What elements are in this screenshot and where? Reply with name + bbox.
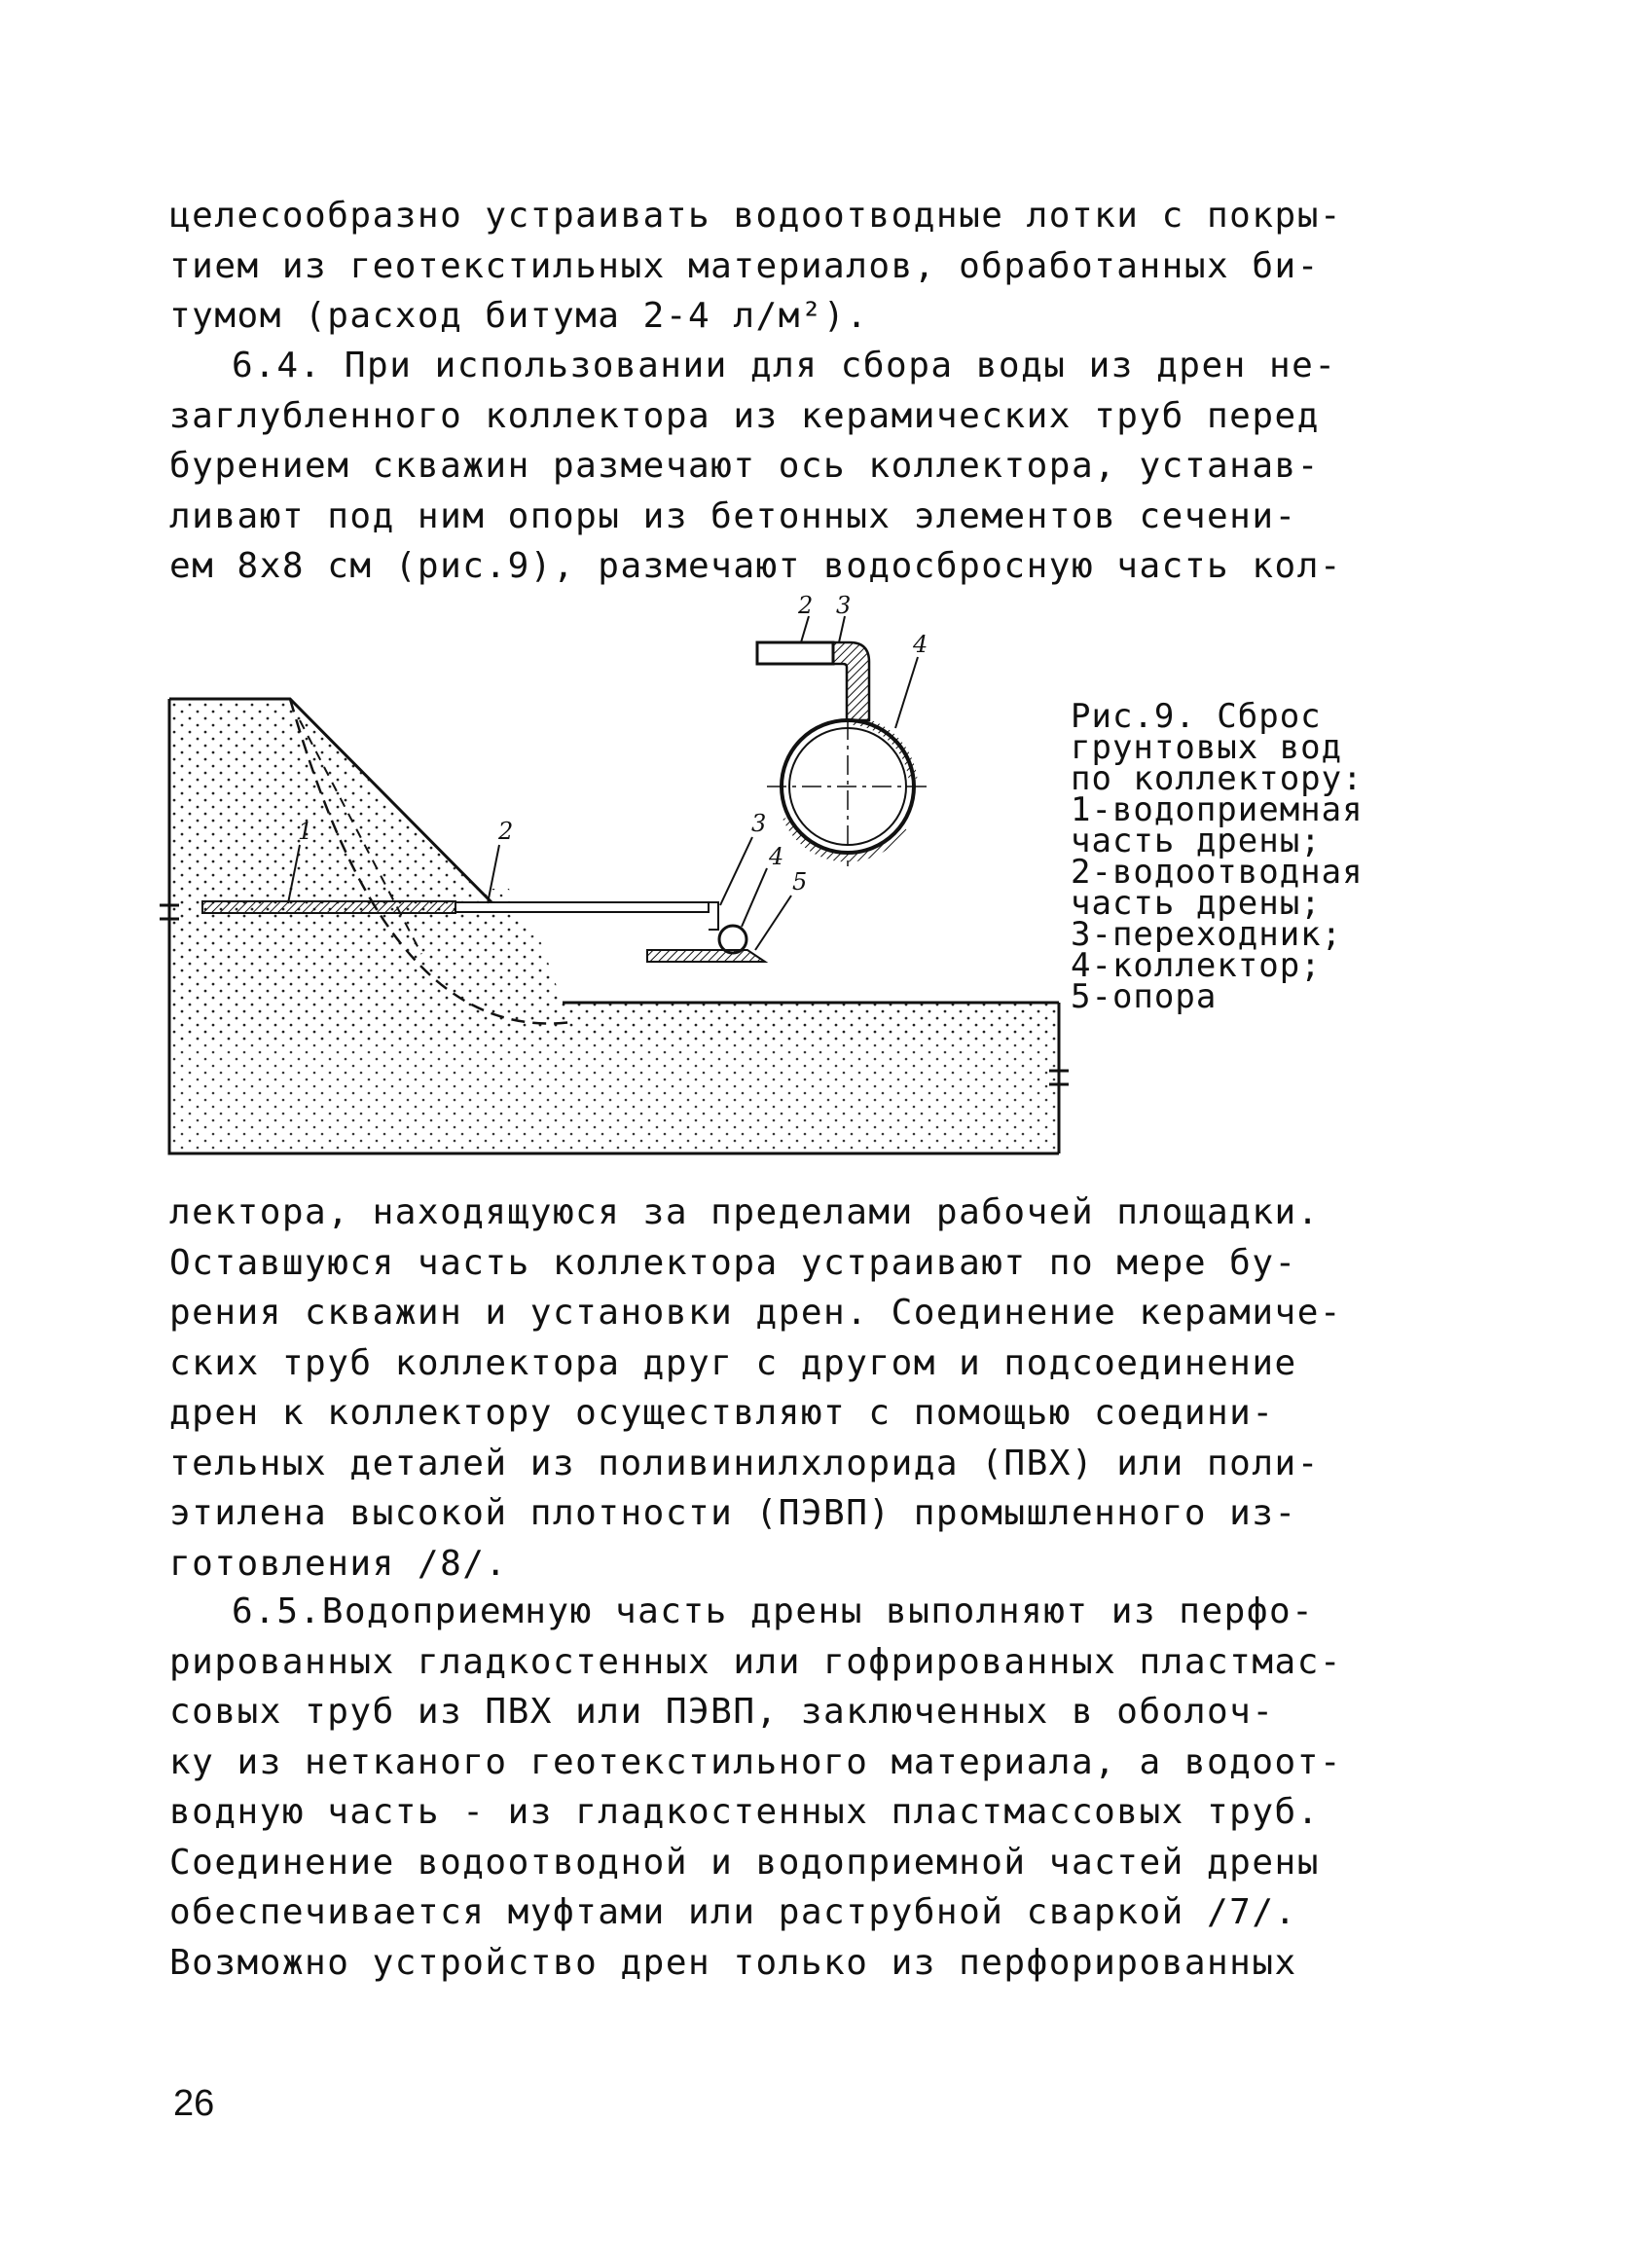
text-line: дрен к коллектору осуществляют с помощью соедини- bbox=[169, 1393, 1275, 1433]
caption-line: часть дрены; bbox=[1071, 822, 1322, 860]
soil-section bbox=[169, 699, 1059, 1153]
text-line: тием из геотекстильных материалов, обработанных би- bbox=[169, 245, 1320, 286]
paragraph-6-5 bbox=[169, 1587, 1454, 1988]
text-line: ских труб коллектора друг с другом и подсоединение bbox=[169, 1342, 1297, 1383]
label-2-main: 2 bbox=[498, 818, 514, 845]
caption-line: 2-водоотводная bbox=[1071, 853, 1364, 892]
text-line: готовления /8/. bbox=[169, 1543, 508, 1584]
text-line: рения скважин и установки дрен. Соединение керамиче- bbox=[169, 1293, 1343, 1333]
caption-line: 4-коллектор; bbox=[1071, 946, 1322, 985]
text-line: водную часть - из гладкостенных пластмассовых труб. bbox=[169, 1792, 1320, 1832]
text-line: тельных деталей из поливинилхлорида (ПВХ) или поли- bbox=[169, 1443, 1320, 1483]
label-4-main: 4 bbox=[769, 843, 784, 870]
text-line: 6.4. При использовании для сбора воды из дрен не- bbox=[232, 346, 1337, 385]
label-1-main: 1 bbox=[298, 818, 313, 845]
caption-line: часть дрены; bbox=[1071, 884, 1322, 923]
text-line: ку из нетканого геотекстильного материала, а водоот- bbox=[169, 1741, 1343, 1782]
text-line: ем 8х8 см (рис.9), размечают водосбросную часть кол- bbox=[169, 546, 1343, 586]
support-block bbox=[647, 950, 765, 962]
paragraph-top bbox=[169, 191, 1454, 342]
text-line: рированных гладкостенных или гофрированных пластмас- bbox=[169, 1641, 1343, 1682]
caption-line: 1-водоприемная bbox=[1071, 790, 1364, 829]
figure-caption bbox=[1071, 697, 1460, 1016]
label-5-main: 5 bbox=[792, 868, 808, 896]
text-line: совых труб из ПВХ или ПЭВП, заключенных в оболоч- bbox=[169, 1692, 1275, 1732]
text-line: этилена высокой плотности (ПЭВП) промышленного из- bbox=[169, 1493, 1297, 1533]
paragraph-continuation bbox=[169, 1188, 1454, 1589]
figure-9-drawing bbox=[164, 592, 1059, 1158]
text-line: лектора, находящуюся за пределами рабочей площадки. bbox=[169, 1192, 1320, 1232]
page-number: 26 bbox=[173, 2083, 215, 2124]
label-4-top: 4 bbox=[913, 631, 928, 658]
paragraph-6-4 bbox=[169, 341, 1454, 592]
text-line: Возможно устройство дрен только из перфорированных bbox=[169, 1942, 1297, 1983]
text-line: бурением скважин размечают ось коллектора, устанав- bbox=[169, 446, 1320, 486]
text-line: 6.5.Водоприемную часть дрены выполняют из перфо- bbox=[232, 1591, 1315, 1631]
caption-line: Рис.9. Сброс bbox=[1071, 697, 1322, 736]
caption-line: грунтовых вод bbox=[1071, 728, 1343, 767]
caption-line: 5-опора bbox=[1071, 977, 1218, 1016]
label-3-top: 3 bbox=[836, 592, 852, 619]
label-3-main: 3 bbox=[751, 810, 767, 837]
collector-circle-small bbox=[719, 926, 746, 953]
caption-line: 3-переходник; bbox=[1071, 915, 1343, 954]
text-line: тумом (расход битума 2-4 л/м²). bbox=[169, 296, 869, 336]
text-line: целесообразно устраивать водоотводные лотки с покры- bbox=[169, 196, 1343, 236]
caption-line: по коллектору: bbox=[1071, 759, 1364, 798]
label-2-top: 2 bbox=[798, 592, 814, 619]
text-line: обеспечивается муфтами или раструбной сваркой /7/. bbox=[169, 1892, 1297, 1932]
text-line: ливают под ним опоры из бетонных элементов сечени- bbox=[169, 495, 1297, 536]
collector-cross-section bbox=[757, 616, 932, 866]
text-line: Соединение водоотводной и водоприемной частей дрены bbox=[169, 1842, 1320, 1883]
text-line: Оставшуюся часть коллектора устраивают по мере бу- bbox=[169, 1242, 1297, 1283]
text-line: заглубленного коллектора из керамических труб перед bbox=[169, 395, 1320, 436]
